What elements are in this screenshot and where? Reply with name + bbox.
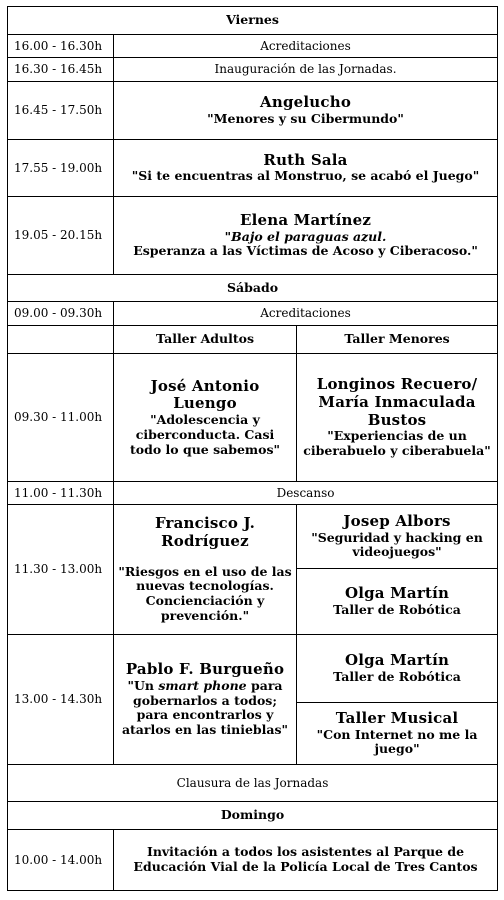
talk-cell-menores: [297, 505, 498, 569]
schedule-row: [8, 82, 498, 140]
speaker-name: Francisco J. Rodríguez: [154, 514, 256, 550]
schedule-row: [8, 58, 498, 82]
event-cell: Inauguración de las Jornadas.: [114, 58, 498, 82]
talk-title-part: "Un: [127, 677, 159, 693]
time-cell: 10.00 - 14.00h: [8, 830, 114, 891]
talk-cell: [114, 82, 498, 140]
speaker-name: Taller Musical: [335, 708, 459, 727]
event-cell: Descanso: [114, 482, 498, 505]
speaker-name: Josep Albors: [343, 511, 451, 530]
schedule-row: [8, 505, 498, 569]
time-cell: 09.00 - 09.30h: [8, 302, 114, 326]
closing-row: [8, 765, 498, 802]
schedule-row: [8, 635, 498, 703]
talk-title: Taller de Robótica: [333, 668, 461, 684]
talk-title-italic: smart phone: [158, 677, 247, 693]
time-cell: 16.45 - 17.50h: [8, 82, 114, 140]
blank-cell: [8, 326, 114, 354]
speaker-name: Angelucho: [260, 93, 352, 112]
time-cell: 11.00 - 11.30h: [8, 482, 114, 505]
speaker-name: Longinos Recuero/ María Inmaculada Bustos: [316, 375, 478, 429]
talk-title: "Si te encuentras al Monstruo, se acabó el Juego": [131, 168, 480, 184]
section-row-sabado: [8, 275, 498, 302]
talk-title: "Menores y su Cibermundo": [207, 110, 404, 126]
time-cell: 16.00 - 16.30h: [8, 35, 114, 58]
column-header-row: [8, 326, 498, 354]
talk-cell-adultos: [114, 354, 297, 482]
column-header-adultos: Taller Adultos: [114, 326, 297, 354]
talk-cell-adultos: [114, 635, 297, 765]
talk-title-part: para gobernarlos a todos; para encontrarlos y atarlos en las tinieblas": [121, 677, 289, 738]
schedule-row: [8, 140, 498, 197]
speaker-name: Elena Martínez: [239, 210, 372, 229]
talk-title: "Riesgos en el uso de las nuevas tecnologías. Concienciación y prevención.": [118, 563, 292, 623]
speaker-name: Olga Martín: [344, 651, 450, 670]
time-cell: 11.30 - 13.00h: [8, 505, 114, 635]
talk-cell-adultos: [114, 505, 297, 635]
speaker-name: Pablo F. Burgueño: [125, 660, 285, 679]
section-header-viernes: Viernes: [8, 7, 498, 35]
section-row-viernes: [8, 7, 498, 35]
time-cell: 09.30 - 11.00h: [8, 354, 114, 482]
talk-title: "Con Internet no me la juego": [316, 726, 478, 757]
talk-cell: [114, 140, 498, 197]
section-row-domingo: [8, 802, 498, 830]
section-header-domingo: Domingo: [8, 802, 498, 830]
column-header-menores: Taller Menores: [297, 326, 498, 354]
event-cell: Acreditaciones: [114, 302, 498, 326]
schedule-row: [8, 197, 498, 275]
schedule-row: [8, 354, 498, 482]
speaker-name: Ruth Sala: [263, 150, 348, 169]
section-header-sabado: Sábado: [8, 275, 498, 302]
schedule-table: [7, 6, 498, 891]
event-cell: Acreditaciones: [114, 35, 498, 58]
talk-cell: [114, 197, 498, 275]
talk-title: Esperanza a las Víctimas de Acoso y Ciberacoso.": [133, 243, 478, 259]
time-cell: 16.30 - 16.45h: [8, 58, 114, 82]
talk-cell-menores: [297, 703, 498, 765]
talk-cell-menores: [297, 635, 498, 703]
time-cell: 13.00 - 14.30h: [8, 635, 114, 765]
closing-cell: Clausura de las Jornadas: [8, 765, 498, 802]
time-cell: 19.05 - 20.15h: [8, 197, 114, 275]
event-cell: Invitación a todos los asistentes al Parque de Educación Vial de la Policía Local de Tres Cantos: [114, 830, 498, 891]
time-cell: 17.55 - 19.00h: [8, 140, 114, 197]
talk-title-italic: "Bajo el paraguas azul.: [224, 228, 387, 244]
schedule-row: [8, 35, 498, 58]
schedule-row: [8, 302, 498, 326]
speaker-name: Olga Martín: [344, 584, 450, 603]
talk-title: "Seguridad y hacking en videojuegos": [311, 529, 483, 560]
talk-title: Taller de Robótica: [333, 601, 461, 617]
talk-cell-menores: [297, 569, 498, 635]
schedule-row: [8, 830, 498, 891]
talk-title: "Experiencias de un ciberabuelo y ciberabuela": [303, 428, 491, 459]
schedule-row: [8, 482, 498, 505]
speaker-name: José Antonio Luengo: [150, 376, 260, 413]
talk-cell-menores: [297, 354, 498, 482]
talk-title: "Adolescencia y ciberconducta. Casi todo lo que sabemos": [129, 412, 281, 457]
